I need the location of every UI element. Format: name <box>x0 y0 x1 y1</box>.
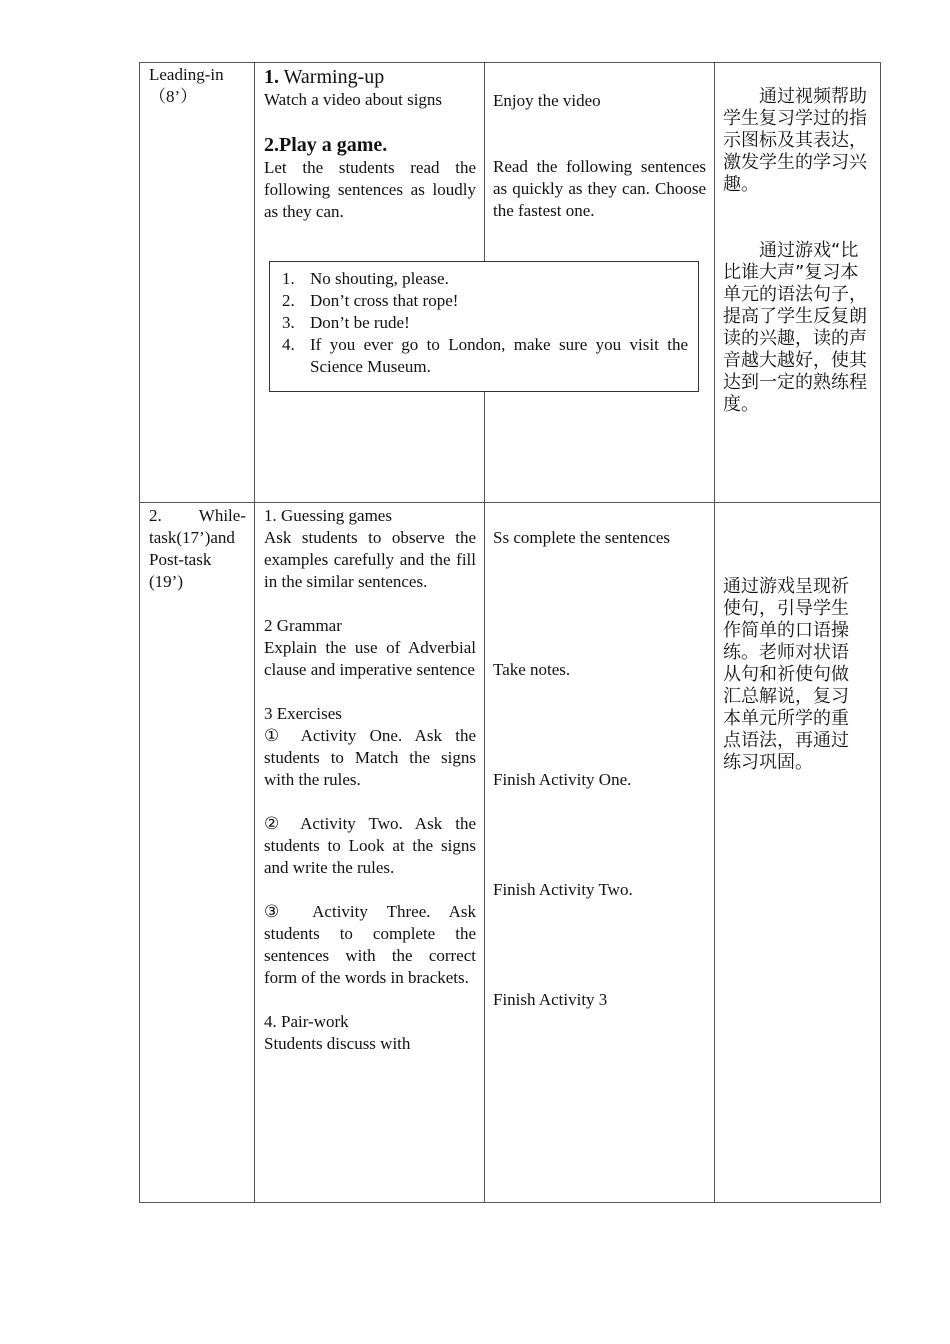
play-game-text: Let the students read the following sentences as loudly as they can. <box>264 158 476 221</box>
purpose-text-grammar: 通过游戏呈现祈使句，引导学生作简单的口语操练。老师对状语从句和祈使句做汇总解说，复习本单元所学的重点语法，再通过练习巩固。 <box>723 576 849 773</box>
table-right-border <box>880 62 881 1203</box>
exercises-title: 3 Exercises <box>264 704 342 723</box>
list-item-text: Don’t be rude! <box>310 313 410 332</box>
purpose-text-game: 通过游戏“比比谁大声”复习本单元的语法句子，提高了学生反复朗读的兴趣，读的声音越大越好，使其达到一定的熟练程度。 <box>723 240 867 415</box>
activity-two-text: ② Activity Two. Ask the students to Look at the signs and write the rules. <box>264 814 476 877</box>
pair-work-text: Students discuss with <box>264 1034 411 1053</box>
warming-up-heading <box>264 65 476 89</box>
student-activity-three: Finish Activity 3 <box>493 990 608 1009</box>
grammar-text: Explain the use of Adverbial clause and imperative sentence <box>264 638 476 679</box>
table-left-border <box>139 62 140 1203</box>
student-activity-video: Enjoy the video <box>493 91 601 110</box>
list-item-number: 3. <box>282 313 295 332</box>
teacher-cell-while-task <box>264 505 476 1055</box>
student-activity-two: Finish Activity Two. <box>493 880 633 899</box>
warming-up-title: Warming-up <box>283 66 385 88</box>
student-activity-notes: Take notes. <box>493 660 571 679</box>
sentence-list <box>282 268 688 378</box>
guessing-games-title: 1. Guessing games <box>264 506 392 525</box>
play-game-heading: 2.Play a game. <box>264 134 388 156</box>
teacher-cell-leading-in <box>264 65 476 223</box>
row-divider <box>139 502 881 503</box>
warming-up-number: 1. <box>264 66 279 88</box>
table-top-border <box>139 62 881 63</box>
purpose-cell-leading-in <box>723 86 873 416</box>
stage-label: Leading-in <box>149 65 224 84</box>
student-activity-read: Read the following sentences as quickly as they can. Choose the fastest one. <box>493 157 706 220</box>
stage-cell-while-task <box>149 505 246 593</box>
table-bottom-border <box>139 1202 881 1203</box>
list-item-number: 1. <box>282 269 295 288</box>
student-activity-one: Finish Activity One. <box>493 770 632 789</box>
list-item-text: No shouting, please. <box>310 269 449 288</box>
column-divider-2 <box>484 62 485 1203</box>
warming-up-text: Watch a video about signs <box>264 90 443 109</box>
list-item-number: 2. <box>282 291 295 310</box>
list-item-number: 4. <box>282 335 295 354</box>
stage-label: 2. While-task(17’)and Post-task (19’) <box>149 506 246 591</box>
sentence-list-box <box>269 261 699 392</box>
student-cell-leading-in <box>493 90 706 222</box>
purpose-text-video: 通过视频帮助学生复习学过的指示图标及其表达，激发学生的学习兴趣。 <box>723 86 867 195</box>
purpose-cell-while-task <box>723 576 863 774</box>
stage-cell-leading-in <box>149 64 247 108</box>
list-item <box>282 312 688 334</box>
list-item <box>282 334 688 378</box>
pair-work-title: 4. Pair-work <box>264 1012 349 1031</box>
student-activity-complete: Ss complete the sentences <box>493 528 671 547</box>
list-item <box>282 268 688 290</box>
list-item-text: Don’t cross that rope! <box>310 291 459 310</box>
column-divider-3 <box>714 62 715 1203</box>
activity-one-text: ① Activity One. Ask the students to Match the signs with the rules. <box>264 726 476 789</box>
grammar-title: 2 Grammar <box>264 616 342 635</box>
stage-duration: （8’） <box>149 87 198 106</box>
list-item-text: If you ever go to London, make sure you visit the Science Museum. <box>310 335 688 376</box>
list-item <box>282 290 688 312</box>
column-divider-1 <box>254 62 255 1203</box>
activity-three-text: ③ Activity Three. Ask students to complete the sentences with the correct form of the words in brackets. <box>264 902 476 987</box>
guessing-games-text: Ask students to observe the examples carefully and the fill in the similar sentences. <box>264 528 476 591</box>
